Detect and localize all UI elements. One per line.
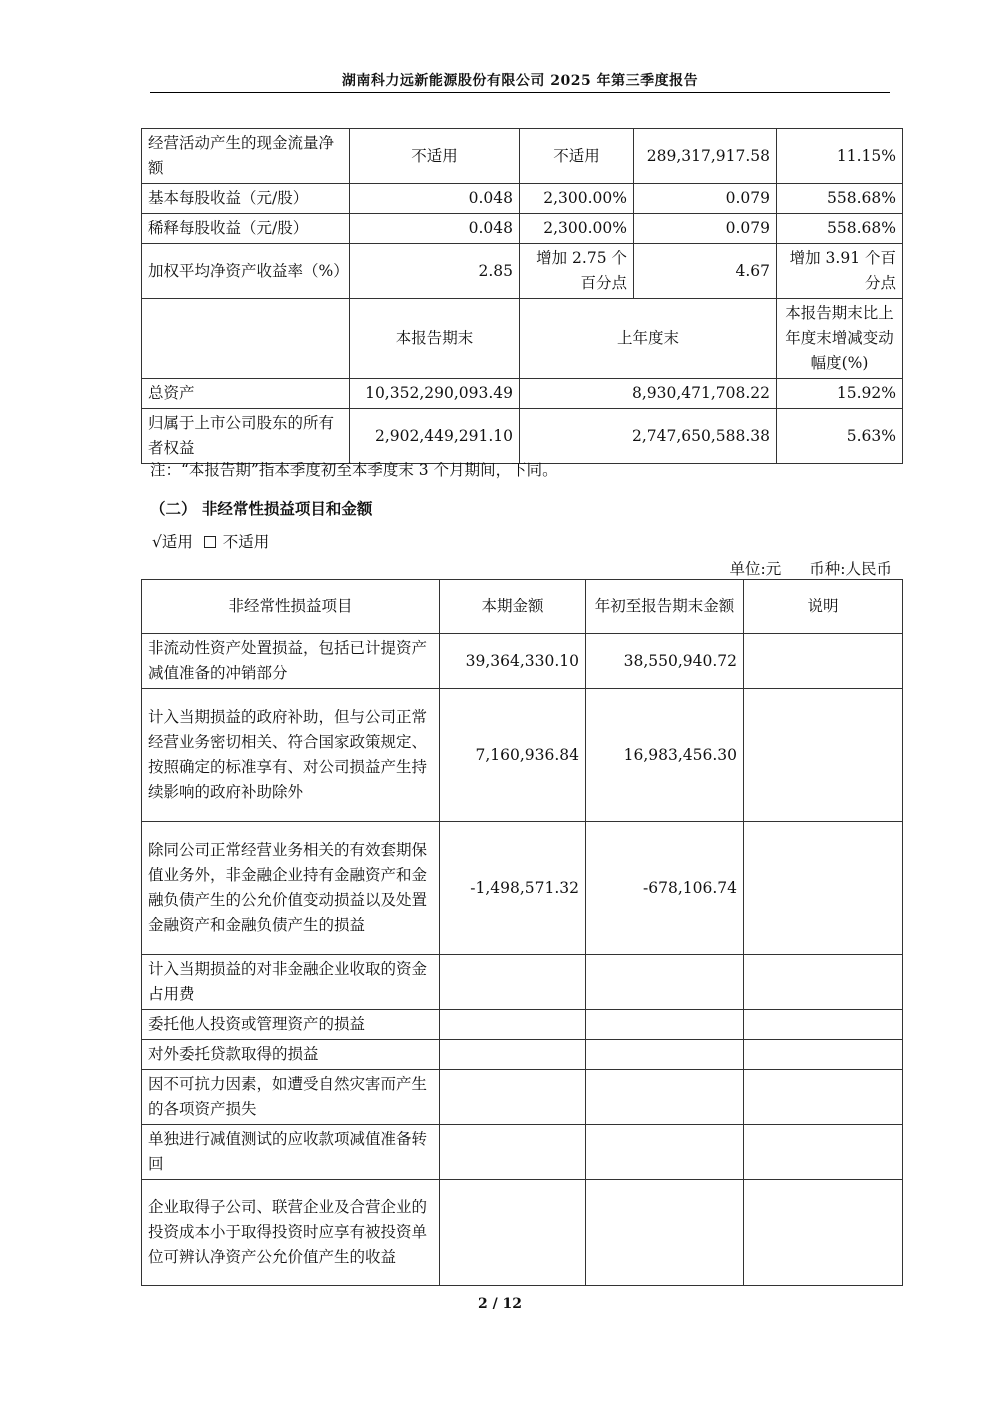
row-label: 总资产 (142, 379, 350, 409)
cell: 0.079 (634, 214, 777, 244)
cell: -678,106.74 (586, 822, 744, 955)
cell: 2,300.00% (520, 184, 634, 214)
column-header: 本报告期末比上年度末增减变动幅度(%) (777, 299, 903, 379)
table-row (142, 379, 903, 409)
cell (440, 955, 586, 1010)
cell: 39,364,330.10 (440, 634, 586, 689)
checkbox-icon (204, 536, 216, 548)
cell: 558.68% (777, 184, 903, 214)
cell (744, 634, 903, 689)
unit-label: 单位:元 (729, 560, 782, 578)
cell (744, 822, 903, 955)
cell: 16,983,456.30 (586, 689, 744, 822)
cell (744, 1010, 903, 1040)
row-label: 基本每股收益（元/股） (142, 184, 350, 214)
header-divider (150, 92, 890, 93)
table-row (142, 955, 903, 1010)
table-row (142, 1180, 903, 1286)
currency-label: 币种:人民币 (809, 560, 892, 578)
table-row (142, 1125, 903, 1180)
cell (586, 1040, 744, 1070)
report-header-title: 湖南科力远新能源股份有限公司 2025 年第三季度报告 (341, 73, 699, 89)
cell: 增加 2.75 个百分点 (520, 244, 634, 299)
cell: 38,550,940.72 (586, 634, 744, 689)
cell: 不适用 (350, 129, 520, 184)
row-label: 经营活动产生的现金流量净额 (142, 129, 350, 184)
cell: 0.048 (350, 214, 520, 244)
table-row (142, 129, 903, 184)
column-header: 本报告期末 (350, 299, 520, 379)
key-financial-data-table (141, 128, 903, 464)
column-header: 说明 (744, 580, 903, 634)
row-label: 归属于上市公司股东的所有者权益 (142, 409, 350, 464)
cell (440, 1070, 586, 1125)
item-label: 委托他人投资或管理资产的损益 (142, 1010, 440, 1040)
item-label: 对外委托贷款取得的损益 (142, 1040, 440, 1070)
table-row (142, 634, 903, 689)
section-title: （二） 非经常性损益项目和金额 (150, 499, 373, 518)
row-label: 加权平均净资产收益率（%） (142, 244, 350, 299)
column-header: 年初至报告期末金额 (586, 580, 744, 634)
non-recurring-items-table (141, 579, 903, 1286)
cell (744, 1180, 903, 1286)
cell: 558.68% (777, 214, 903, 244)
table-header-row (142, 580, 903, 634)
table-row (142, 1070, 903, 1125)
cell: 2,300.00% (520, 214, 634, 244)
column-header: 非经常性损益项目 (142, 580, 440, 634)
not-applicable-option: 不适用 (222, 533, 270, 551)
item-label: 因不可抗力因素，如遭受自然灾害而产生的各项资产损失 (142, 1070, 440, 1125)
cell: 4.67 (634, 244, 777, 299)
table-row (142, 409, 903, 464)
cell: -1,498,571.32 (440, 822, 586, 955)
cell: 5.63% (777, 409, 903, 464)
cell (440, 1125, 586, 1180)
cell: 2,747,650,588.38 (520, 409, 777, 464)
cell (440, 1010, 586, 1040)
applicability-options (152, 530, 269, 552)
cell: 不适用 (520, 129, 634, 184)
empty-cell (142, 299, 350, 379)
table-row (142, 1010, 903, 1040)
cell: 增加 3.91 个百分点 (777, 244, 903, 299)
item-label: 计入当期损益的对非金融企业收取的资金占用费 (142, 955, 440, 1010)
item-label: 除同公司正常经营业务相关的有效套期保值业务外，非金融企业持有金融资产和金融负债产生的公允价值变动损益以及处置金融资产和金融负债产生的损益 (142, 822, 440, 955)
cell (440, 1040, 586, 1070)
cell (744, 955, 903, 1010)
cell: 0.048 (350, 184, 520, 214)
unit-line (730, 557, 892, 579)
row-label: 稀释每股收益（元/股） (142, 214, 350, 244)
table-row (142, 822, 903, 955)
table-row (142, 244, 903, 299)
applicable-option: √适用 (152, 533, 193, 551)
cell (744, 689, 903, 822)
item-label: 计入当期损益的政府补助，但与公司正常经营业务密切相关、符合国家政策规定、按照确定的标准享有、对公司损益产生持续影响的政府补助除外 (142, 689, 440, 822)
cell: 15.92% (777, 379, 903, 409)
page-number: 2 / 12 (477, 1296, 523, 1312)
table-note: 注：“本报告期”指本季度初至本季度末 3 个月期间，下同。 (150, 461, 558, 479)
column-header: 上年度末 (520, 299, 777, 379)
item-label: 企业取得子公司、联营企业及合营企业的投资成本小于取得投资时应享有被投资单位可辨认净资产公允价值产生的收益 (142, 1180, 440, 1286)
table-row (142, 689, 903, 822)
cell: 8,930,471,708.22 (520, 379, 777, 409)
item-label: 单独进行减值测试的应收款项减值准备转回 (142, 1125, 440, 1180)
table-row (142, 214, 903, 244)
cell: 289,317,917.58 (634, 129, 777, 184)
column-header: 本期金额 (440, 580, 586, 634)
cell (744, 1070, 903, 1125)
cell (586, 955, 744, 1010)
cell (586, 1010, 744, 1040)
cell: 11.15% (777, 129, 903, 184)
table-subheader-row (142, 299, 903, 379)
cell (586, 1180, 744, 1286)
cell (440, 1180, 586, 1286)
cell: 2.85 (350, 244, 520, 299)
table-row (142, 1040, 903, 1070)
cell (744, 1040, 903, 1070)
table-row (142, 184, 903, 214)
cell (586, 1125, 744, 1180)
cell: 10,352,290,093.49 (350, 379, 520, 409)
item-label: 非流动性资产处置损益，包括已计提资产减值准备的冲销部分 (142, 634, 440, 689)
cell: 7,160,936.84 (440, 689, 586, 822)
cell: 2,902,449,291.10 (350, 409, 520, 464)
cell (586, 1070, 744, 1125)
cell: 0.079 (634, 184, 777, 214)
cell (744, 1125, 903, 1180)
